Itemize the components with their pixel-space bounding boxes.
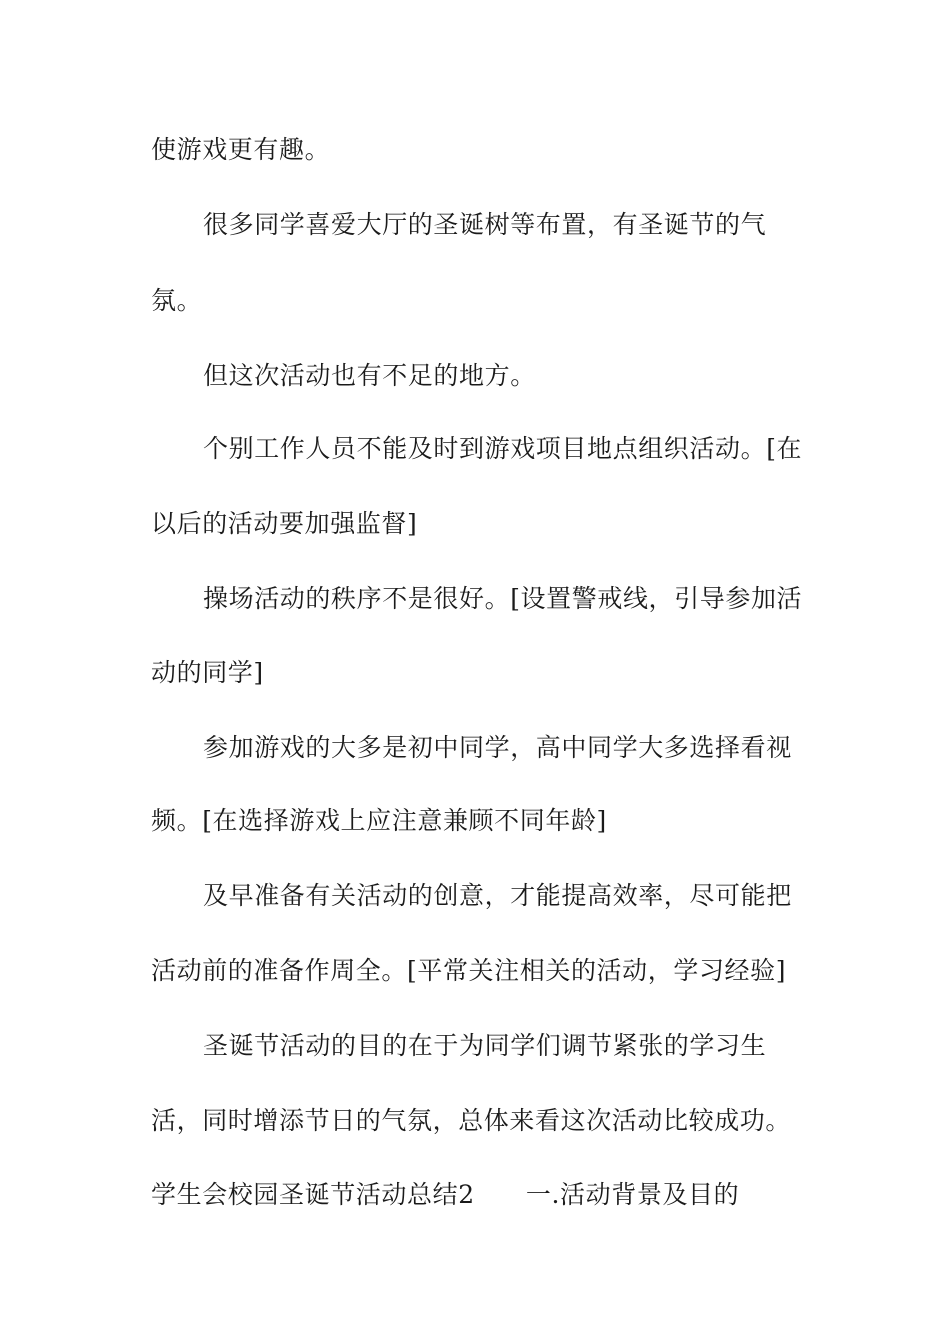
text-line: 氛。 [151,286,203,315]
text-line: 使游戏更有趣。 [151,135,331,164]
paragraph-line: 及早准备有关活动的创意，才能提高效率，尽可能把 [203,881,792,910]
paragraph-line: 个别工作人员不能及时到游戏项目地点组织活动。[在 [203,434,803,463]
paragraph-line: 圣诞节活动的目的在于为同学们调节紧张的学习生 [203,1031,767,1060]
text-line: 活动前的准备作周全。[平常关注相关的活动，学习经验] [151,956,787,985]
paragraph-line: 参加游戏的大多是初中同学，高中同学大多选择看视 [203,733,792,762]
paragraph-line: 很多同学喜爱大厅的圣诞树等布置，有圣诞节的气 [203,210,767,239]
text-line: 动的同学] [151,658,264,687]
paragraph-line: 操场活动的秩序不是很好。[设置警戒线，引导参加活 [203,584,803,613]
text-line: 活，同时增添节日的气氛，总体来看这次活动比较成功。 [151,1106,792,1135]
paragraph-line: 但这次活动也有不足的地方。 [203,361,536,390]
text-line: 以后的活动要加强监督] [151,509,418,538]
text-line: 频。[在选择游戏上应注意兼顾不同年龄] [151,806,607,835]
section-heading-line: 学生会校园圣诞节活动总结2 一.活动背景及目的 [151,1180,740,1209]
